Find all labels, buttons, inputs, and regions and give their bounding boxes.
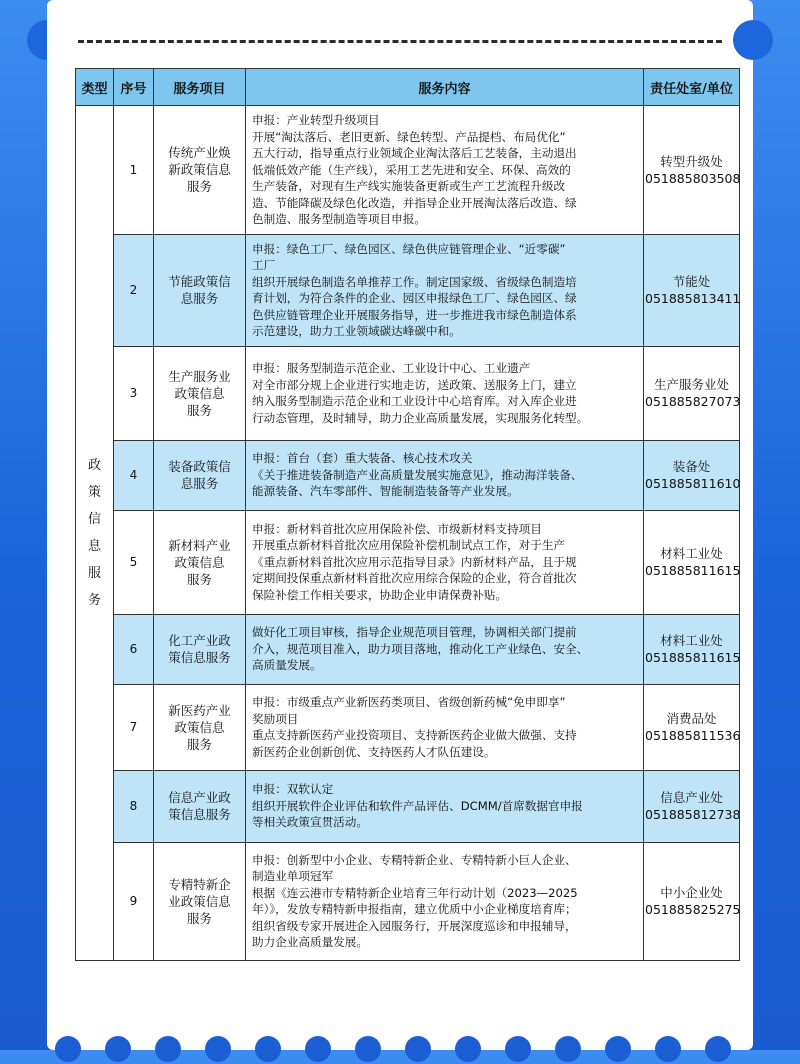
service-content — [246, 234, 644, 346]
scallop-circle — [655, 1036, 681, 1062]
service-item-line: 业政策信息 — [168, 893, 231, 909]
scallop-circle — [155, 1036, 181, 1062]
service-content-line: 育计划，为符合条件的企业、园区申报绿色工厂、绿色园区、绿 — [252, 291, 577, 305]
service-item — [154, 440, 246, 510]
service-item-line: 信息产业政 — [168, 790, 231, 805]
responsible-unit — [644, 770, 740, 842]
service-item — [154, 510, 246, 614]
unit-name: 材料工业处 — [660, 633, 723, 648]
service-content — [246, 770, 644, 842]
scallop-circle — [505, 1036, 531, 1062]
service-content-line: 行动态管理，及时辅导，助力企业高质量发展，实现服务化转型。 — [252, 410, 589, 425]
unit-phone: 051885827073 — [645, 394, 741, 409]
service-content-line: 生产装备，对现有生产线实施装备更新或生产工艺流程升级改 — [252, 179, 566, 193]
header-num: 序号 — [114, 69, 154, 106]
table-header-row — [76, 69, 740, 106]
service-content — [246, 684, 644, 770]
service-content-line: 申报：市级重点产业新医药类项目、省级创新药械“免申即享” — [252, 695, 566, 709]
service-item — [154, 106, 246, 235]
service-content-line: 申报：双软认定 — [252, 782, 334, 797]
service-content-line: 示范建设，助力工业领域碳达峰碳中和。 — [252, 324, 461, 338]
service-content — [246, 106, 644, 235]
unit-phone: 051885811610 — [645, 476, 741, 491]
service-content-line: 《重点新材料首批次应用示范指导目录》内新材料产品，且于规 — [252, 554, 577, 569]
service-content-line: 低端低效产能（生产线），采用工艺先进和安全、环保、高效的 — [252, 162, 571, 177]
table-row — [76, 684, 740, 770]
service-item-line: 新医药产业 — [168, 702, 231, 718]
scallop-circle — [405, 1036, 431, 1062]
unit-phone: 051885811536 — [645, 728, 741, 743]
service-content-line: 申报：创新型中小企业、专精特新企业、专精特新小巨人企业、 — [252, 852, 577, 867]
responsible-unit — [644, 346, 740, 440]
service-item-line: 息服务 — [180, 476, 219, 491]
unit-name: 节能处 — [672, 274, 711, 289]
service-content-line: 纳入服务型制造示范企业和工业设计中心培育库。对入库企业进 — [252, 394, 577, 408]
service-content-line: 助力企业高质量发展。 — [252, 935, 368, 949]
service-item-line: 化工产业政 — [168, 633, 231, 648]
responsible-unit — [644, 234, 740, 346]
responsible-unit — [644, 106, 740, 235]
service-item-line: 传统产业焕 — [168, 145, 231, 161]
row-number: 8 — [114, 770, 154, 842]
row-number: 9 — [114, 842, 154, 960]
service-content-line: 组织开展软件企业评估和软件产品评估、DCMM/首席数据官申报 — [252, 798, 583, 813]
service-item-line: 新材料产业 — [168, 537, 231, 553]
service-content-line: 新医药企业创新创优、支持医药人才队伍建设。 — [252, 744, 496, 759]
table-row — [76, 106, 740, 235]
service-item-line: 新政策信息 — [168, 162, 231, 178]
responsible-unit — [644, 842, 740, 960]
service-item — [154, 770, 246, 842]
service-item-line: 息服务 — [180, 291, 219, 306]
header-type: 类型 — [76, 69, 114, 106]
service-content-line: 根据《连云港市专精特新企业培育三年行动计划（2023—2025 — [252, 885, 578, 900]
service-content-line: 申报：服务型制造示范企业、工业设计中心、工业遗产 — [252, 361, 531, 375]
service-content-line: 制造业单项冠军 — [252, 869, 334, 883]
scallop-circle — [705, 1036, 731, 1062]
scallop-circle — [255, 1036, 281, 1062]
service-content-line: 组织开展绿色制造名单推荐工作。制定国家级、省级绿色制造培 — [252, 274, 577, 289]
unit-name: 生产服务业处 — [653, 377, 729, 392]
unit-phone: 051885812738 — [645, 807, 741, 822]
unit-phone: 051885811615 — [645, 650, 741, 665]
scallop-circle — [605, 1036, 631, 1062]
unit-name: 装备处 — [672, 459, 711, 474]
service-table — [75, 68, 740, 961]
row-number: 5 — [114, 510, 154, 614]
ticket-notch-right — [733, 20, 773, 60]
unit-phone: 051885811615 — [645, 563, 741, 578]
scallop-circle — [555, 1036, 581, 1062]
service-content-line: 申报：产业转型升级项目 — [252, 113, 380, 127]
row-number: 4 — [114, 440, 154, 510]
scallop-circle — [105, 1036, 131, 1062]
service-content-line: 色供应链管理企业开展服务指导，进一步推进我市绿色制造体系 — [252, 307, 577, 322]
service-content-line: 高质量发展。 — [252, 658, 322, 673]
unit-name: 信息产业处 — [660, 790, 723, 805]
service-content-line: 工厂 — [252, 258, 276, 272]
service-item-line: 专精特新企 — [168, 876, 231, 892]
service-content-line: 五大行动，指导重点行业领域企业淘汰落后工艺装备，主动退出 — [252, 146, 577, 160]
unit-name: 材料工业处 — [660, 546, 723, 561]
unit-phone: 051885813411 — [645, 291, 741, 306]
service-item-line: 服务 — [186, 736, 212, 752]
service-item-line: 节能政策信 — [168, 274, 231, 289]
service-item-line: 生产服务业 — [168, 368, 231, 384]
service-item — [154, 346, 246, 440]
header-content: 服务内容 — [246, 69, 644, 106]
service-item-line: 政策信息 — [174, 554, 225, 570]
row-number: 2 — [114, 234, 154, 346]
row-number: 6 — [114, 614, 154, 684]
service-content-line: 组织省级专家开展进企入园服务行，开展深度巡诊和申报辅导， — [252, 918, 577, 933]
table-row — [76, 842, 740, 960]
service-content — [246, 440, 644, 510]
service-content-line: 开展重点新材料首批次应用保险补偿机制试点工作，对于生产 — [252, 538, 566, 553]
responsible-unit — [644, 684, 740, 770]
service-item-line: 装备政策信 — [168, 459, 231, 474]
unit-phone: 051885825275 — [645, 902, 741, 917]
service-content-line: 等相关政策宣贯活动。 — [252, 815, 368, 830]
service-content-line: 年）》，发放专精特新申报指南，建立优质中小企业梯度培育库； — [252, 902, 577, 916]
service-content-line: 能源装备、汽车零部件、智能制造装备等产业发展。 — [252, 484, 519, 499]
category-label: 政策信息服务 — [87, 457, 101, 608]
service-content — [246, 614, 644, 684]
service-content-line: 造、节能降碳及绿色化改造，并指导企业开展淘汰落后改造、绿 — [252, 195, 577, 210]
header-unit: 责任处室/单位 — [644, 69, 740, 106]
service-content-line: 定期间投保重点新材料首批次应用综合保险的企业，符合首批次 — [252, 571, 577, 586]
service-content — [246, 510, 644, 614]
service-item-line: 服务 — [186, 571, 212, 587]
table-row — [76, 770, 740, 842]
service-item — [154, 684, 246, 770]
ticket-scallop-edge — [47, 1036, 753, 1064]
header-item: 服务项目 — [154, 69, 246, 106]
row-number: 3 — [114, 346, 154, 440]
table-row — [76, 510, 740, 614]
service-item-line: 服务 — [186, 910, 212, 926]
service-content — [246, 346, 644, 440]
service-item-line: 政策信息 — [174, 719, 225, 735]
scallop-circle — [305, 1036, 331, 1062]
scallop-circle — [205, 1036, 231, 1062]
category-cell — [76, 106, 114, 961]
service-item — [154, 234, 246, 346]
unit-name: 转型升级处 — [660, 153, 723, 169]
table-row — [76, 614, 740, 684]
table-row — [76, 346, 740, 440]
table-row — [76, 234, 740, 346]
service-item — [154, 614, 246, 684]
service-content-line: 介入，规范项目准入，助力项目落地，推动化工产业绿色、安全、 — [252, 641, 589, 656]
scallop-circle — [355, 1036, 381, 1062]
service-content-line: 保险补偿工作相关要求，协助企业申请保费补贴。 — [252, 587, 508, 602]
service-item-line: 服务 — [186, 402, 212, 418]
service-content-line: 做好化工项目审核，指导企业规范项目管理，协调相关部门提前 — [252, 625, 577, 640]
service-item-line: 策信息服务 — [168, 807, 231, 822]
service-item-line: 服务 — [186, 179, 212, 195]
scallop-circle — [455, 1036, 481, 1062]
scallop-circle — [55, 1036, 81, 1062]
responsible-unit — [644, 614, 740, 684]
unit-name: 消费品处 — [666, 711, 717, 726]
service-content-line: 申报：首台（套）重大装备、核心技术攻关 — [252, 451, 473, 466]
service-content-line: 《关于推进装备制造产业高质量发展实施意见》，推动海洋装备、 — [252, 467, 583, 482]
unit-phone: 051885803508 — [645, 170, 741, 186]
service-content-line: 重点支持新医药产业投资项目、支持新医药企业做大做强、支持 — [252, 728, 577, 742]
dashed-divider — [78, 40, 722, 43]
service-content-line: 色制造、服务型制造等项目申报。 — [252, 212, 426, 226]
responsible-unit — [644, 440, 740, 510]
service-item-line: 策信息服务 — [168, 650, 231, 665]
service-item — [154, 842, 246, 960]
unit-name: 中小企业处 — [660, 885, 723, 900]
table-row — [76, 440, 740, 510]
service-item-line: 政策信息 — [174, 385, 225, 401]
row-number: 7 — [114, 684, 154, 770]
service-content-line: 对全市部分规上企业进行实地走访，送政策、送服务上门，建立 — [252, 377, 577, 392]
service-content-line: 开展“淘汰落后、老旧更新、绿色转型、产品提档、布局优化” — [252, 129, 566, 144]
service-content-line: 申报：新材料首批次应用保险补偿、市级新材料支持项目 — [252, 521, 542, 536]
service-content — [246, 842, 644, 960]
service-content-line: 申报：绿色工厂、绿色园区、绿色供应链管理企业、“近零碳” — [252, 241, 566, 256]
service-content-line: 奖励项目 — [252, 711, 299, 726]
row-number: 1 — [114, 106, 154, 235]
responsible-unit — [644, 510, 740, 614]
